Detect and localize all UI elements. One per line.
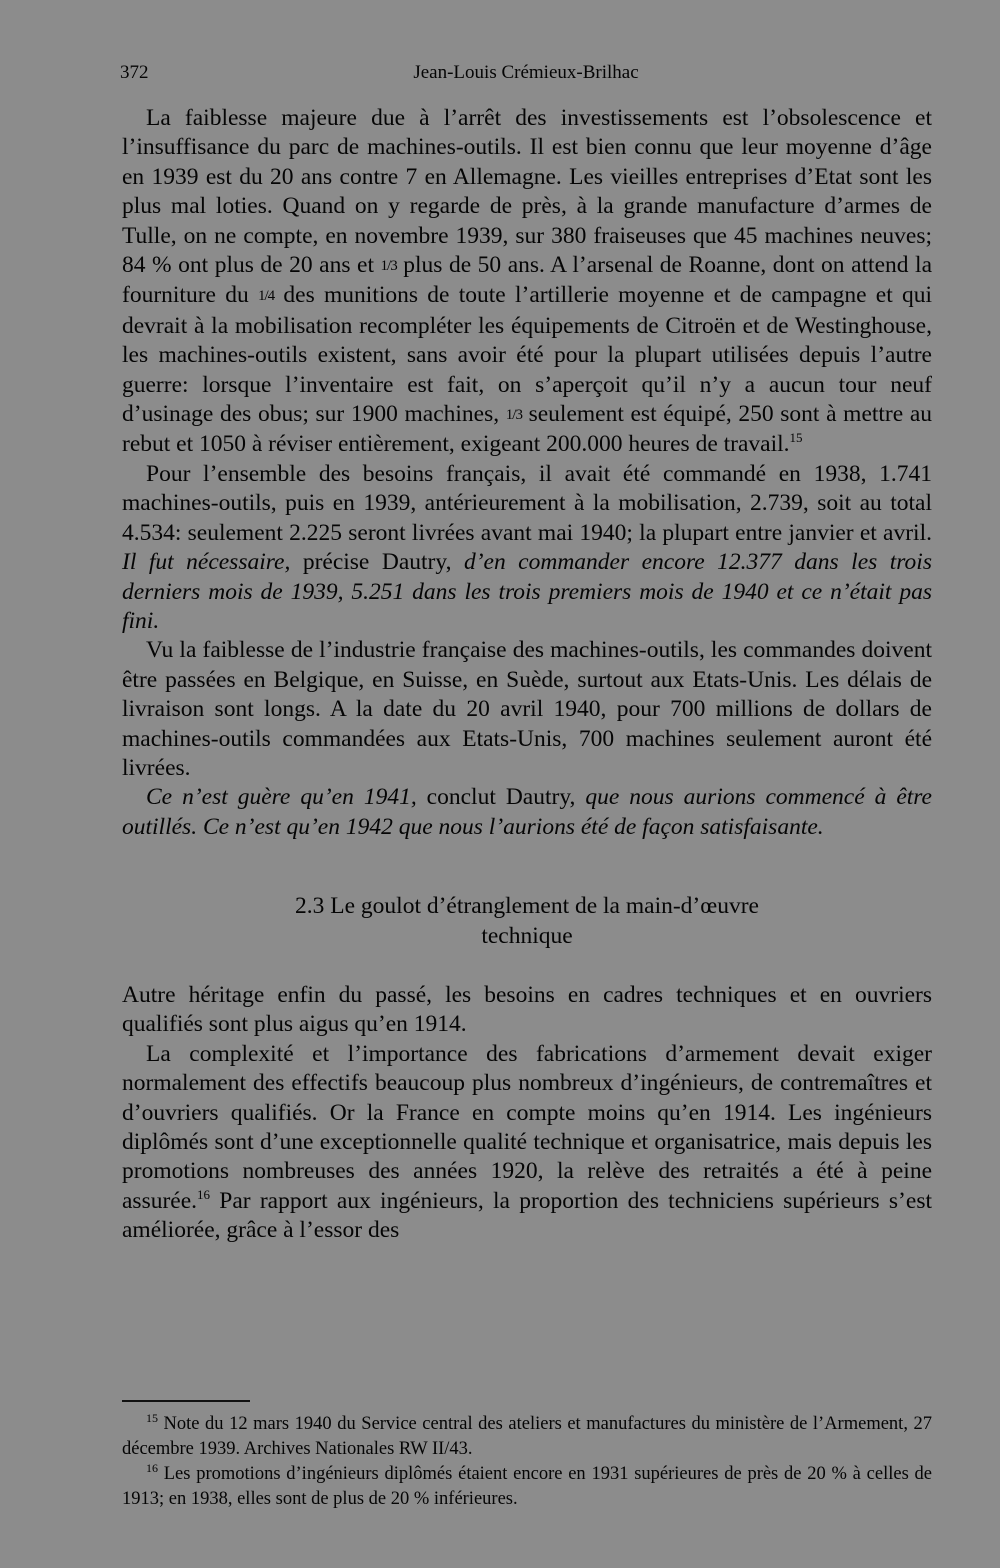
footnote-reference: 16: [197, 1186, 211, 1202]
text-run: seulement est équipé, 250 sont à mettre au rebut et 1050 à réviser entièrement, exigeant 200.000 heures de travail.: [122, 401, 933, 458]
italic-quote: que nous aurions commencé à être outillés. Ce n’est qu’en 1942 que nous l’aurions été de façon satisfaisante.: [122, 784, 932, 840]
paragraph-engineers: [122, 1040, 932, 1246]
text-run: La complexité et l’importance des fabrications d’armement devait exiger normalement des effectifs beaucoup plus nombreux d’ingénieurs, de contremaîtres et d’ouvriers qualifiés. Or la France en compte moins qu’en 1914. Les ingénieurs diplômés sont d’une exceptionnelle qualité technique et organisatrice, mais depuis les promotions nombreuses des années 1920, la relève des retraités a été à peine assurée.: [122, 1040, 932, 1214]
header-author: Jean-Louis Crémieux-Brilhac: [413, 62, 639, 83]
paragraph-dautry-conclusion: [122, 783, 932, 842]
fraction: 1/4: [258, 288, 275, 305]
footnotes: [122, 1412, 932, 1512]
fraction: 1/3: [380, 258, 397, 275]
running-head: [120, 56, 932, 90]
footnote-text: Les promotions d’ingénieurs diplômés étaient encore en 1931 supérieures de près de 20 % à celles de 1913; en 1938, elles sont de plus de 20 % inférieures.: [122, 1464, 932, 1509]
text-run: précise Dautry,: [290, 549, 464, 576]
footnote-number: 16: [146, 1460, 158, 1475]
italic-quote: Ce n’est guère qu’en 1941,: [146, 784, 417, 811]
footnote-reference: 15: [789, 430, 803, 446]
text-run: Pour l’ensemble des besoins français, il avait été commandé en 1938, 1.741 machines-outils, puis en 1939, antérieurement à la mobilisation, 2.739, soit au total 4.534: seulement 2.225 seront livrées avant mai 1940; la plupart entre janvier et avril.: [122, 460, 932, 546]
paragraph-imports: Vu la faiblesse de l’industrie française des machines-outils, les commandes doivent être passées en Belgique, en Suisse, en Suède, surtout aux Etats-Unis. Les délais de livraison sont longs. A la date du 20 avril 1940, pour 700 millions de dollars de machines-outils commandées aux Etats-Unis, 700 machines seulement auront été livrées.: [122, 637, 932, 781]
footnote: [122, 1462, 932, 1512]
italic-quote: Il fut nécessaire,: [122, 549, 291, 576]
footnote: [122, 1412, 932, 1462]
paragraph-machine-tools: [122, 104, 932, 460]
section-heading: [122, 892, 932, 951]
paragraph-orders: [122, 460, 932, 636]
section-heading-line: 2.3 Le goulot d’étranglement de la main-d’œuvre: [295, 893, 759, 920]
footnote-divider: [122, 1400, 250, 1402]
text-run: conclut Dautry,: [416, 784, 586, 811]
paragraph-heritage: Autre héritage enfin du passé, les besoins en cadres techniques et en ouvriers qualifiés sont plus aigus qu’en 1914.: [122, 981, 932, 1038]
text-run: Par rapport aux ingénieurs, la proportion des techniciens supérieurs s’est améliorée, grâce à l’essor des: [122, 1187, 932, 1244]
body-text: [122, 104, 932, 1246]
text-run: La faiblesse majeure due à l’arrêt des investissements est l’obsolescence et l’insuffisance du parc de machines-outils. Il est bien connu que leur moyenne d’âge en 1939 est du 20 ans contre 7 en Allemagne. Les vieilles entreprises d’Etat sont les plus mal loties. Quand on y regarde de près, à la grande manufacture d’armes de Tulle, on ne compte, en novembre 1939, sur 380 fraiseuses que 45 machines neuves; 84 % ont plus de 20 ans et: [122, 105, 932, 279]
section-heading-line: technique: [481, 922, 573, 949]
italic-quote: d’en commander encore 12.377 dans les trois derniers mois de 1939, 5.251 dans les trois premiers mois de 1940 et ce n’était pas fini.: [122, 549, 932, 634]
text-run: des munitions de toute l’artillerie moyenne et de campagne et qui devrait à la mobilisation recompléter les équipements de Citroën et de Westinghouse, les machines-outils existent, sans avoir été pour la plupart utilisées depuis l’autre guerre: lorsque l’inventaire est fait, on s’aperçoit qu’il n’y a aucun tour neuf d’usinage des obus; sur 1900 machines,: [122, 282, 933, 428]
text-run: plus de 50 ans. A l’arsenal de Roanne, dont on attend la fourniture du: [122, 252, 932, 309]
page-number: 372: [120, 62, 149, 83]
footnote-text: Note du 12 mars 1940 du Service central des ateliers et manufactures du ministère de l’Armement, 27 décembre 1939. Archives Nationales RW II/43.: [122, 1414, 932, 1459]
footnote-number: 15: [146, 1410, 158, 1425]
fraction: 1/3: [505, 407, 522, 424]
